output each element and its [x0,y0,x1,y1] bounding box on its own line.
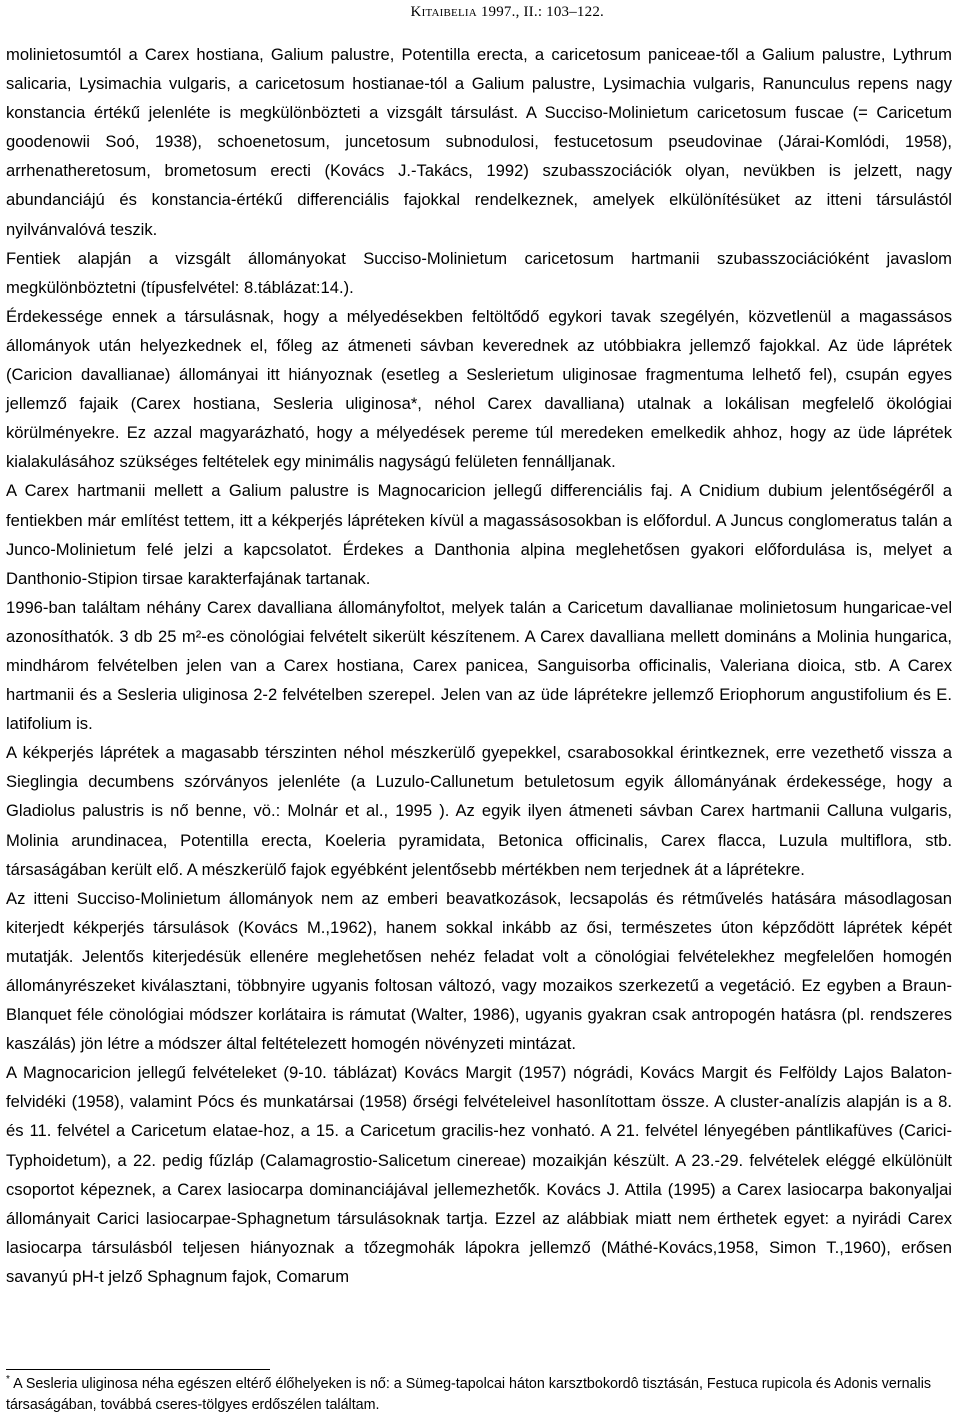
footnote-text: A Sesleria uliginosa néha egészen eltérő élőhelyeken is nő: a Sümeg-tapolcai háton karsztbokordô tisztásán, Festuca rupicola és Adonis vernalis társaságában, továbbá cseres-tölgyes erdőszélen találtam. [6,1376,932,1413]
paragraph: Az itteni Succiso-Molinietum állományok nem az emberi beavatkozások, lecsapolás és rétművelés hatására másodlagosan kiterjedt kékperjés társulások (Kovács M.,1962), hanem sokkal inkább az ősi, természetes úton képződött láprétek képét mutatják. Jelentős kiterjedésük ellenére meglehetősen nehéz feladat volt a cönológiai felvételekhez megfelelően homogén állományrészeket kiválasztani, többnyire ugyanis foltosan változó, vagy mozaikos szerkezetű a vegetáció. Ez egyben a Braun-Blanquet féle cönológiai módszer korlátaira is rámutat (Walter, 1986), ugyanis gyakran csak antropogén hatásra (pl. rendszeres kaszálás) jön létre a módszer által feltételezett homogén növényzeti mintázat. [6,888,952,1054]
footnote-divider [6,1369,270,1370]
paragraph: molinietosumtól a Carex hostiana, Galium palustre, Potentilla erecta, a caricetosum paniceae-től a Galium palustre, Lythrum salicaria, Lysimachia vulgaris, a caricetosum hostianae-tól a Galium palustre, Lysimachia vulgaris, Ranunculus repens nagy konstancia értékű jelenléte is megkülönbözteti a vizsgált társulást. A Succiso-Molinietum caricetosum fuscae (= Caricetum goodenowii Soó, 1938), schoenetosum, juncetosum subnodulosi, festucetosum pseudovinae (Járai-Komlódi, 1958), arrhenatheretosum, brometosum erecti (Kovács J.-Takács, 1992) szubasszociációk olyan, nevükben is jelzett, nagy abundanciájú és konstancia-értékű differenciális fajokkal rendelkeznek, amelyek elkülönítésüket az itteni társulástól nyilvánvalóvá teszik. [6,45,952,239]
paragraph: Érdekessége ennek a társulásnak, hogy a mélyedésekben feltöltődő egykori tavak szegélyén, közvetlenül a magassásos állományok után helyezkednek el, főleg az átmeneti sávban keverednek az utóbbiakra jellemző fajokkal. Az üde láprétek (Caricion davallianae) állományai itt hiányoznak (esetleg a Seslerietum uliginosae fragmentuma lelhető fel), csupán egyes jellemző fajaik (Carex hostiana, Sesleria uliginosa*, néhol Carex davalliana) utalnak a lokálisan megfelelő ökológiai körülményekre. Ez azzal magyarázható, hogy a mélyedések pereme túl meredeken emelkedik ahhoz, hogy az üde láprétek kialakulásához szükséges feltételek egy minimális nagyságú felületen fennálljanak. [6,306,952,472]
paragraph: 1996-ban találtam néhány Carex davalliana állományfoltot, melyek talán a Caricetum davallianae molinietosum hungaricae-vel azonosíthatók. 3 db 25 m²-es cönológiai felvételt sikerült készítenem. A Carex davalliana mellett domináns a Molinia hungarica, mindhárom felvételben jelen van a Carex hostiana, Carex panicea, Sanguisorba officinalis, Valeriana dioica, stb. A Carex hartmanii és a Sesleria uliginosa 2-2 felvételben szerepel. Jelen van az üde láprétekre jellemző Eriophorum angustifolium és E. latifolium is. [6,597,952,734]
paragraph: A Magnocaricion jellegű felvételeket (9-10. táblázat) Kovács Margit (1957) nógrádi, Kovács Margit és Felföldy Lajos Balaton-felvidéki (1958), valamint Pócs és munkatársai (1958) őrségi felvételeivel hasonlítottam össze. A cluster-analízis alapján is a 8. és 11. felvétel a Caricetum elatae-hoz, a 15. a Caricetum gracilis-hez vonható. A 21. felvétel lényegében pántlikafüves (Carici-Typhoidetum), a 22. pedig fűzláp (Calamagrostio-Salicetum cinereae) mozaikján készült. A 23.-29. felvételek eléggé elkülönült csoportot képeznek, a Carex lasiocarpa dominanciájával jellemezhetők. Kovács J. Attila (1995) a Carex lasiocarpa bakonyaljai állományait Carici lasiocarpae-Sphagnetum társulásoknak tartja. Ezzel az alábbiak miatt nem érthetek egyet: a nyirádi Carex lasiocarpa társulásból teljesen hiányoznak a tőzegmohák lápokra jellemző (Máthé-Kovács,1958, Simon T.,1960), erősen savanyú pH-t jelző Sphagnum fajok, Comarum [6,1063,952,1286]
paragraph: Fentiek alapján a vizsgált állományokat Succiso-Molinietum caricetosum hartmanii szubasszociációként javaslom megkülönböztetni (típusfelvétel: 8.táblázat:14.). [6,248,952,297]
journal-citation: 1997., II.: 103–122. [480,4,604,20]
footnote-marker: * [6,1374,10,1385]
journal-name: Kitaibelia [410,4,477,20]
paragraph: A kékperjés láprétek a magasabb térszinten néhol mészkerülő gyepekkel, csarabosokkal érintkeznek, erre vezethető vissza a Sieglingia decumbens szórványos jelenléte (a Luzulo-Callunetum betuletosum egyik állományának érdekessége, hogy a Gladiolus palustris is nő benne, vö.: Molnár et al., 1995 ). Az egyik ilyen átmeneti sávban Carex hartmanii Calluna vulgaris, Molinia arundinacea, Potentilla erecta, Koeleria pyramidata, Betonica officinalis, Carex flacca, Luzula multiflora, stb. társaságában került elő. A mészkerülő fajok egyébként jelentősebb mértékben nem terjednek át a láprétekre. [6,743,952,879]
footnote [6,1374,952,1416]
article-body [6,40,952,1291]
running-header [411,4,604,21]
paragraph: A Carex hartmanii mellett a Galium palustre is Magnocaricion jellegű differenciális faj. A Cnidium dubium jelentőségéről a fentiekben már említést tettem, itt a kékperjés lápréteken kívül a magassásosokban is előfordul. A Juncus conglomeratus talán a Junco-Molinietum felé jelzi a kapcsolatot. Érdekes a Danthonia alpina meglehetősen gyakori előfordulása is, melyet a Danthonio-Stipion tirsae karakterfajának tartanak. [6,481,952,588]
